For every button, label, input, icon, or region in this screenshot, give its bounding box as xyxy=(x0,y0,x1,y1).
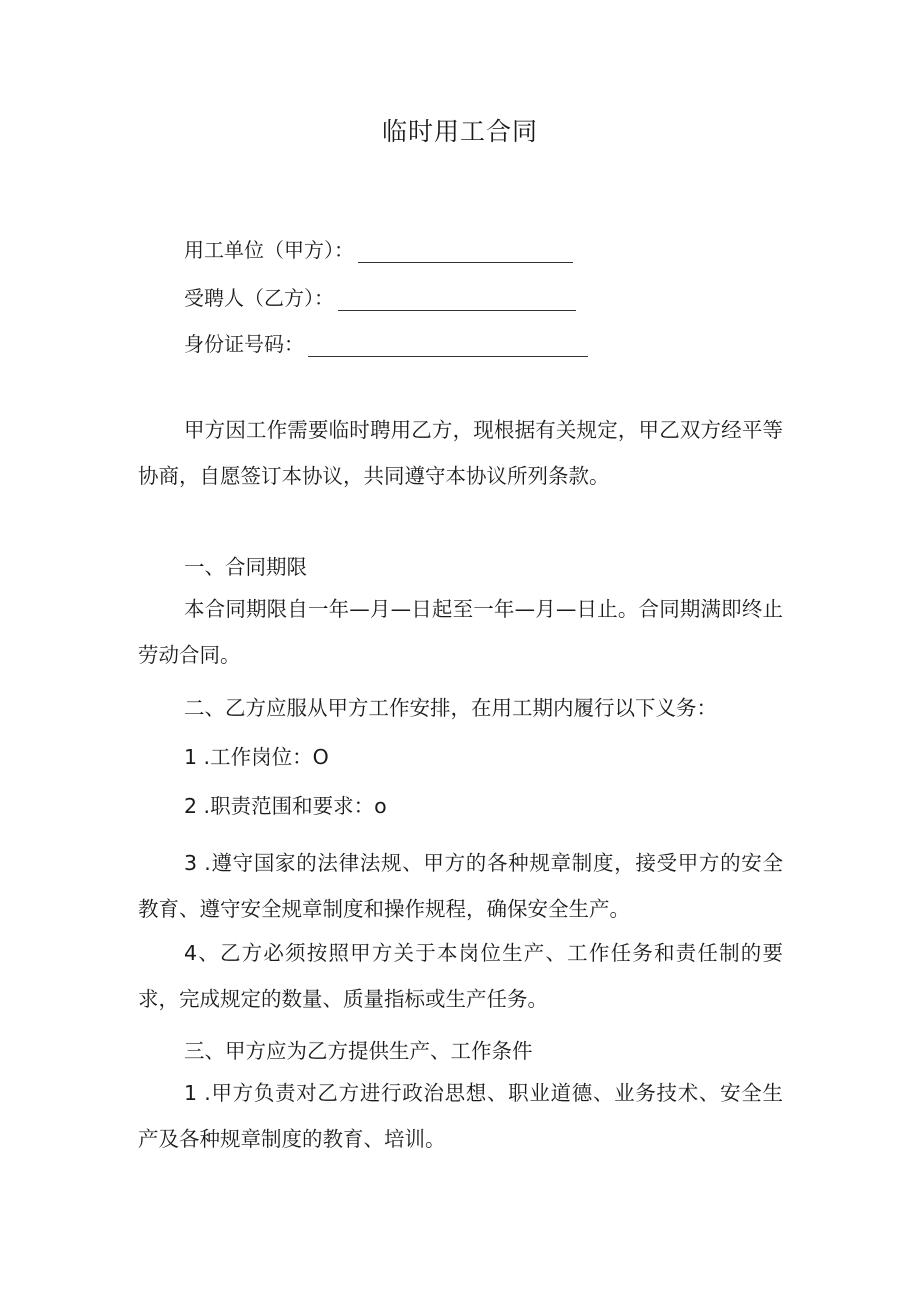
id-number-blank-line[interactable] xyxy=(308,336,588,357)
employer-label: 用工单位（甲方）： xyxy=(184,238,354,262)
section3-heading: 三、甲方应为乙方提供生产、工作条件 xyxy=(184,1039,533,1063)
id-number-label: 身份证号码： xyxy=(184,332,304,356)
employee-label: 受聘人（乙方）： xyxy=(184,286,334,310)
section2-item2: 2 .职责范围和要求：o xyxy=(184,794,387,818)
employee-blank-line[interactable] xyxy=(338,290,576,311)
section1-body: 本合同期限自一年—月—日起至一年—月—日止。合同期满即终止劳动合同。 xyxy=(138,597,783,667)
section2-heading: 二、乙方应服从甲方工作安排，在用工期内履行以下义务： xyxy=(184,696,717,720)
section1-heading: 一、合同期限 xyxy=(184,555,307,579)
document-title: 临时用工合同 xyxy=(381,117,538,146)
section2-item4: 4、乙方必须按照甲方关于本岗位生产、工作任务和责任制的要求，完成规定的数量、质量指标或生产任务。 xyxy=(138,941,783,1011)
employee-field xyxy=(184,282,576,311)
section2-item1: 1 .工作岗位：O xyxy=(184,745,329,769)
employer-blank-line[interactable] xyxy=(358,242,573,263)
section3-item1: 1 .甲方负责对乙方进行政治思想、职业道德、业务技术、安全生产及各种规章制度的教育、培训。 xyxy=(138,1081,783,1151)
id-number-field xyxy=(184,328,588,357)
section2-item3: 3 .遵守国家的法律法规、甲方的各种规章制度，接受甲方的安全教育、遵守安全规章制度和操作规程，确保安全生产。 xyxy=(138,851,783,921)
employer-field xyxy=(184,234,573,263)
intro-paragraph: 甲方因工作需要临时聘用乙方，现根据有关规定，甲乙双方经平等协商，自愿签订本协议，共同遵守本协议所列条款。 xyxy=(138,418,783,488)
